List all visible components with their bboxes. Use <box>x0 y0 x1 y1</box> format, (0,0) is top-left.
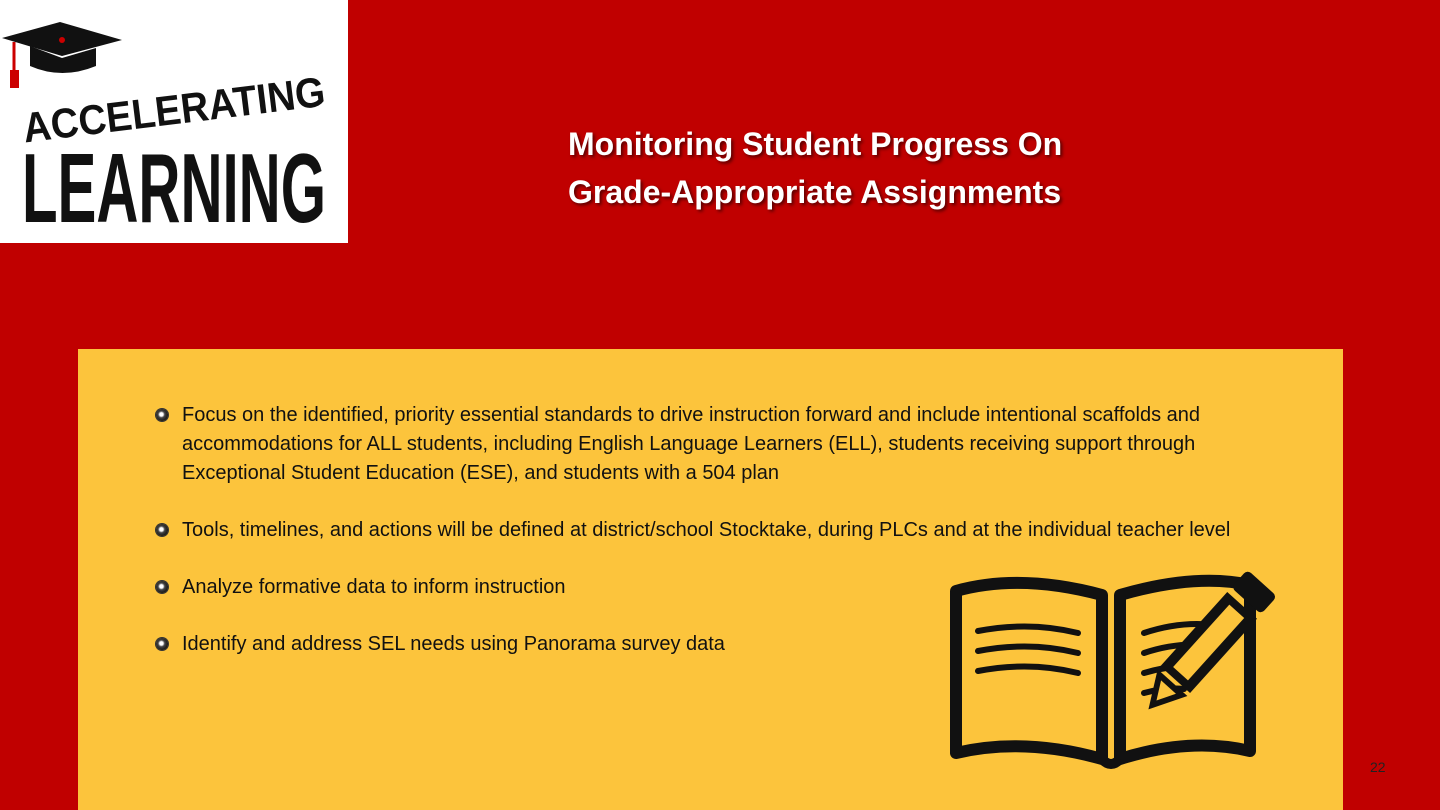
graduation-cap-icon <box>2 22 122 88</box>
bullet-text: Identify and address SEL needs using Panorama survey data <box>182 633 725 655</box>
bullet-item <box>156 401 1236 488</box>
page-number: 22 <box>1370 759 1386 775</box>
bullet-text: Focus on the identified, priority essential standards to drive instruction forward and include intentional scaffolds and accommodations for ALL students, including English Language Learners (ELL), students receiving support through Exceptional Student Education (ESE), and students with a 504 plan <box>182 404 1200 484</box>
bullet-dot-icon <box>156 524 168 536</box>
accelerating-learning-logo <box>0 0 355 243</box>
book-and-pencil-icon <box>950 561 1280 771</box>
bullet-dot-icon <box>156 409 168 421</box>
bullet-item <box>156 516 1236 545</box>
logo-graphic <box>0 0 355 243</box>
bullet-dot-icon <box>156 581 168 593</box>
bullet-text: Tools, timelines, and actions will be defined at district/school Stocktake, during PLCs and at the individual teacher level <box>182 519 1231 541</box>
content-panel <box>78 349 1386 810</box>
title-line-1: Monitoring Student Progress On <box>568 126 1063 162</box>
bullet-text: Analyze formative data to inform instruction <box>182 576 566 598</box>
logo-line1: ACCELERATING <box>20 64 355 152</box>
slide-title <box>568 120 1288 216</box>
title-line-2: Grade-Appropriate Assignments <box>568 174 1062 210</box>
bullet-dot-icon <box>156 638 168 650</box>
logo-line2: LEARNING <box>22 133 326 243</box>
